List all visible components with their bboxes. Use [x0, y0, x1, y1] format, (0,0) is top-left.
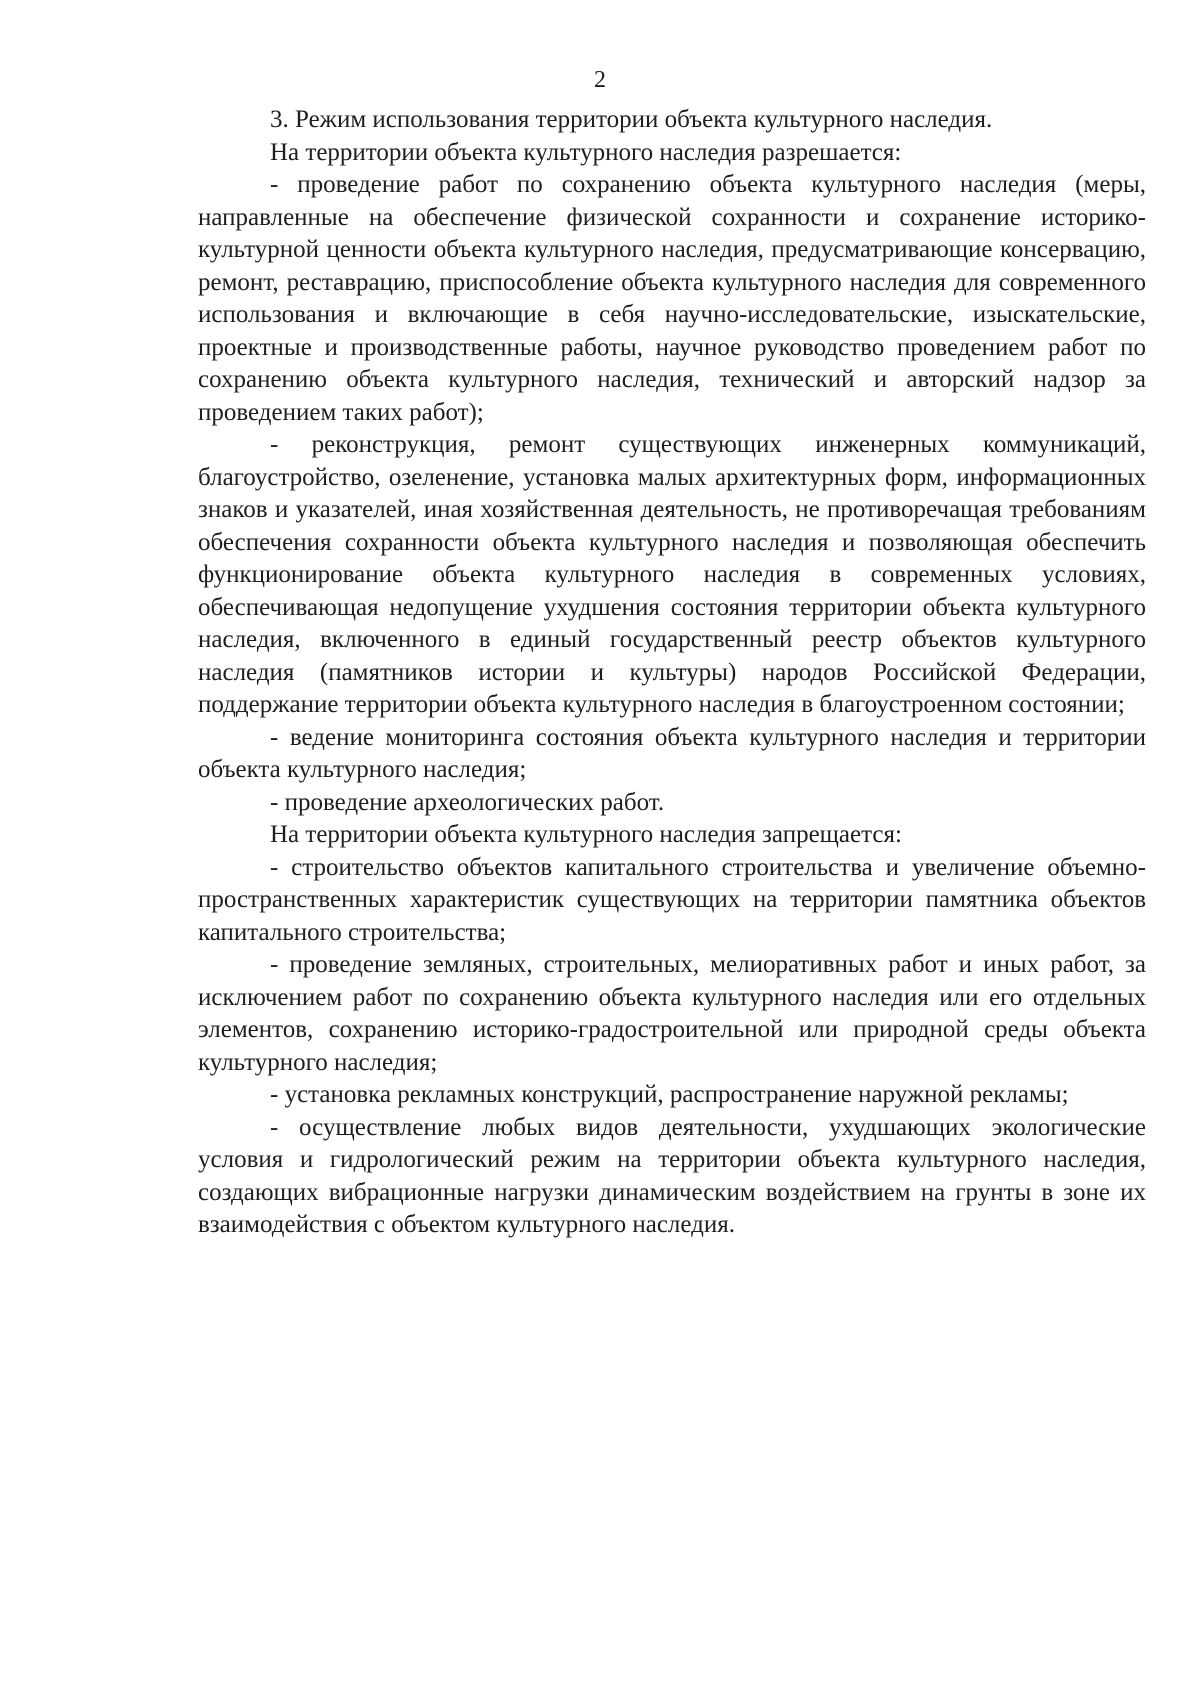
- permitted-intro: На территории объекта культурного наследия разрешается:: [270, 138, 902, 166]
- permitted-item: - проведение археологических работ.: [270, 788, 665, 816]
- permitted-item: - реконструкция, ремонт существующих инженерных коммуникаций, благоустройство, озеленение, установка малых архитектурных форм, информационных знаков и указателей, иная хозяйственная деятельность, не противоречащая требованиям обеспечения сохранности объекта культурного наследия и позволяющая обеспечить функционирование объекта культурного наследия в современных условиях, обеспечивающая недопущение ухудшения состояния территории объекта культурного наследия, включенного в единый государственный реестр объектов культурного наследия (памятников истории и культуры) народов Российской Федерации, поддержание территории объекта культурного наследия в благоустроенном состоянии;: [198, 431, 1146, 718]
- prohibited-item: - строительство объектов капитального строительства и увеличение объемно-пространственных характеристик существующих на территории памятника объектов капитального строительства;: [198, 853, 1146, 946]
- section-heading: 3. Режим использования территории объекта культурного наследия.: [270, 106, 993, 133]
- permitted-item: - проведение работ по сохранению объекта культурного наследия (меры, направленные на обеспечение физической сохранности и сохранение историко-культурной ценности объекта культурного наследия, предусматривающие консервацию, ремонт, реставрацию, приспособление объекта культурного наследия для современного использования и включающие в себя научно-исследовательские, изыскательские, проектные и производственные работы, научное руководство проведением работ по сохранению объекта культурного наследия, технический и авторский надзор за проведением таких работ);: [198, 171, 1146, 426]
- prohibited-item: - установка рекламных конструкций, распространение наружной рекламы;: [270, 1081, 1069, 1108]
- prohibited-item: - осуществление любых видов деятельности, ухудшающих экологические условия и гидрологический режим на территории объекта культурного наследия, создающих вибрационные нагрузки динамическим воздействием на грунты в зоне их взаимодействия с объектом культурного наследия.: [198, 1113, 1146, 1238]
- prohibited-intro: На территории объекта культурного наследия запрещается:: [270, 821, 902, 848]
- document-body: [198, 104, 1146, 1242]
- prohibited-item: - проведение земляных, строительных, мелиоративных работ и иных работ, за исключением работ по сохранению объекта культурного наследия или его отдельных элементов, сохранению историко-градостроительной или природной среды объекта культурного наследия;: [198, 951, 1146, 1076]
- permitted-item: - ведение мониторинга состояния объекта культурного наследия и территории объекта культурного наследия;: [198, 723, 1146, 783]
- page-number: 2: [594, 67, 606, 93]
